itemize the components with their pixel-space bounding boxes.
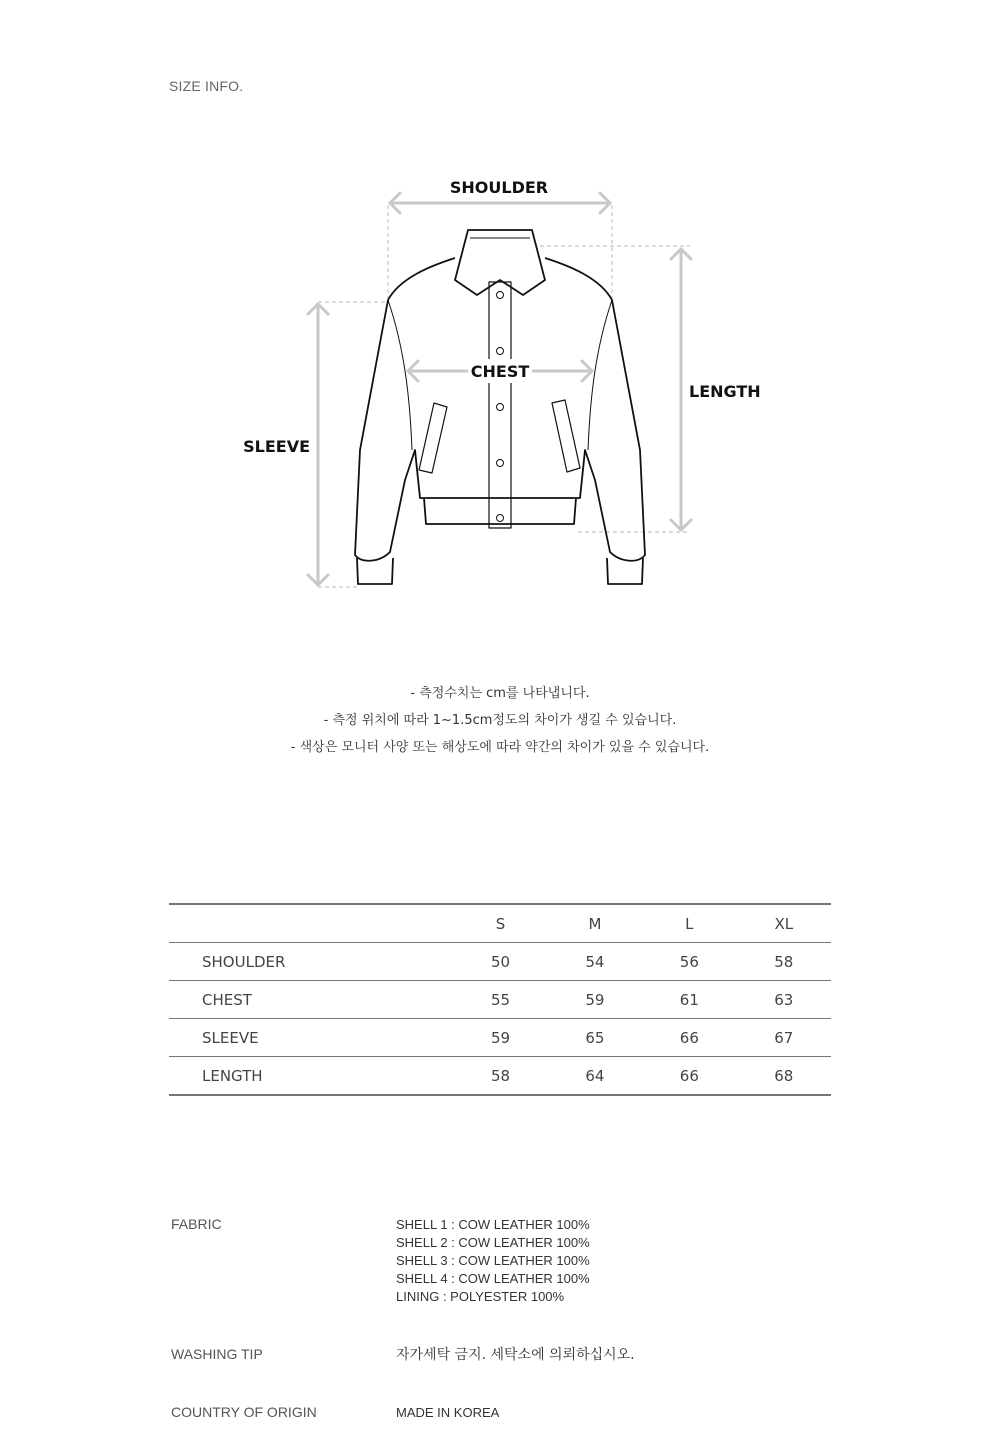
country-of-origin-value: MADE IN KOREA [396, 1405, 500, 1420]
fabric-line: LINING : POLYESTER 100% [396, 1289, 565, 1304]
column-header-xl: XL [737, 904, 831, 943]
column-header-m: M [548, 904, 642, 943]
column-header-l: L [642, 904, 736, 943]
country-of-origin-label: COUNTRY OF ORIGIN [171, 1404, 317, 1420]
measurement-arrows [308, 193, 691, 585]
table-row [169, 1019, 831, 1057]
table-cell: 56 [642, 943, 736, 981]
fabric-line: SHELL 3 : COW LEATHER 100% [396, 1253, 590, 1268]
length-label: LENGTH [689, 382, 761, 401]
table-cell: 55 [453, 981, 547, 1019]
row-label: CHEST [169, 981, 453, 1019]
column-header [169, 904, 453, 943]
chest-label: CHEST [470, 362, 530, 381]
shoulder-label: SHOULDER [449, 178, 549, 197]
note-line: - 측정 위치에 따라 1~1.5cm정도의 차이가 생길 수 있습니다. [323, 713, 677, 728]
washing-tip-label: WASHING TIP [171, 1346, 263, 1362]
table-row [169, 981, 831, 1019]
table-cell: 66 [642, 1019, 736, 1057]
row-label: SHOULDER [169, 943, 453, 981]
jacket-measurement-diagram [0, 150, 1000, 610]
table-cell: 59 [453, 1019, 547, 1057]
fabric-line: SHELL 1 : COW LEATHER 100% [396, 1217, 590, 1232]
sleeve-label: SLEEVE [243, 437, 310, 456]
fabric-label: FABRIC [171, 1216, 222, 1232]
row-label: SLEEVE [169, 1019, 453, 1057]
section-title: SIZE INFO. [169, 78, 244, 94]
table-row [169, 943, 831, 981]
table-cell: 65 [548, 1019, 642, 1057]
table-cell: 58 [737, 943, 831, 981]
measurement-notes [0, 680, 1000, 761]
row-label: LENGTH [169, 1057, 453, 1096]
column-header-s: S [453, 904, 547, 943]
guide-lines [318, 205, 690, 587]
table-cell: 63 [737, 981, 831, 1019]
table-cell: 59 [548, 981, 642, 1019]
table-cell: 66 [642, 1057, 736, 1096]
table-header-row [169, 904, 831, 943]
fabric-line: SHELL 2 : COW LEATHER 100% [396, 1235, 590, 1250]
table-cell: 58 [453, 1057, 547, 1096]
table-cell: 61 [642, 981, 736, 1019]
table-cell: 67 [737, 1019, 831, 1057]
fabric-composition [396, 1216, 590, 1306]
table-cell: 50 [453, 943, 547, 981]
size-table [169, 903, 831, 1096]
table-cell: 54 [548, 943, 642, 981]
note-line: - 색상은 모니터 사양 또는 해상도에 따라 약간의 차이가 있을 수 있습니다. [290, 740, 710, 755]
fabric-line: SHELL 4 : COW LEATHER 100% [396, 1271, 590, 1286]
table-row [169, 1057, 831, 1096]
table-cell: 64 [548, 1057, 642, 1096]
jacket-buttons [497, 292, 504, 522]
table-cell: 68 [737, 1057, 831, 1096]
note-line: - 측정수치는 cm를 나타냅니다. [410, 686, 590, 701]
washing-tip-value: 자가세탁 금지. 세탁소에 의뢰하십시오. [396, 1347, 635, 1363]
